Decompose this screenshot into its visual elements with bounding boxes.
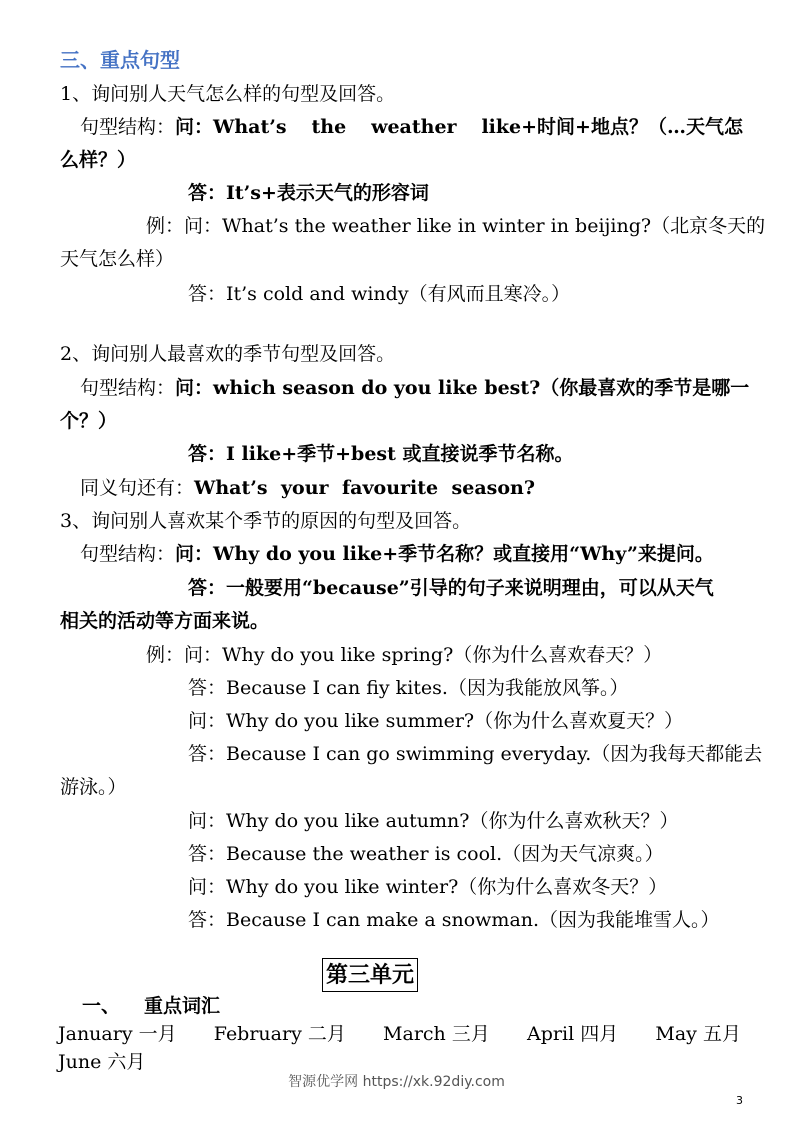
unit-title: 第三单元	[322, 958, 418, 992]
synonym-label: 同义句还有：	[80, 477, 195, 499]
synonym-word: season?	[451, 477, 535, 499]
q-word: weather	[371, 116, 457, 138]
item3-answer-line2: 相关的活动等方面来说。	[60, 610, 270, 632]
month-item: March 三月	[383, 1023, 490, 1045]
item3-title: 3、询问别人喜欢某个季节的原因的句型及回答。	[60, 510, 472, 532]
item2-question-line	[80, 376, 749, 400]
item1-example-question-cont: 天气怎么样）	[60, 248, 175, 270]
page-number: 3	[736, 1094, 743, 1107]
item1-question-cont: 么样？）	[60, 149, 137, 171]
section-heading: 三、重点句型	[60, 48, 180, 72]
month-item: April 四月	[527, 1023, 619, 1045]
item3-example-4: 答：Because I can go swimming everyday.（因为我每天都能去	[188, 743, 763, 765]
example-label: 例：	[146, 215, 185, 237]
vocab-heading-number: 一、	[82, 995, 121, 1017]
item3-example-2: 答：Because I can fiy kites.（因为我能放风筝。）	[188, 677, 629, 699]
item3-example-5: 游泳。）	[60, 776, 127, 798]
footer-watermark: 智源优学网 https://xk.92diy.com	[288, 1074, 505, 1090]
item3-example-8: 问：Why do you like winter?（你为什么喜欢冬天？）	[188, 876, 668, 898]
item1-example-answer: 答：It’s cold and windy（有风而且寒冷。）	[188, 283, 571, 305]
month-item: February 二月	[213, 1023, 346, 1045]
q-prefix: 问：	[175, 116, 214, 138]
item2-title: 2、询问别人最喜欢的季节句型及回答。	[60, 343, 396, 365]
item3-example-6: 问：Why do you like autumn?（你为什么喜欢秋天？）	[188, 810, 679, 832]
item2-synonym-line	[80, 476, 535, 500]
item3-example-9: 答：Because I can make a snowman.（因为我能堆雪人。）	[188, 909, 720, 931]
item3-example-1	[146, 643, 662, 667]
item1-answer: 答：It’s+表示天气的形容词	[188, 182, 429, 204]
question: 问：which season do you like best?（你最喜欢的季节是哪一	[175, 377, 750, 399]
synonym-word: What’s	[194, 477, 268, 499]
q-word: like+时间+地点？（…天气怎	[481, 116, 743, 138]
struct-label: 句型结构：	[80, 116, 176, 138]
q-word: What’s	[213, 116, 287, 138]
question: 问：Why do you like+季节名称？或直接用“Why”来提问。	[175, 543, 714, 565]
item2-question-cont: 个？）	[60, 410, 118, 432]
example-line: 问：Why do you like spring?（你为什么喜欢春天？）	[184, 644, 663, 666]
vocab-heading: 重点词汇	[144, 995, 221, 1017]
synonym-word: your	[281, 477, 329, 499]
month-item-june: June 六月	[58, 1051, 146, 1073]
item3-example-7: 答：Because the weather is cool.（因为天气凉爽。）	[188, 843, 664, 865]
item1-question-line	[60, 115, 743, 139]
item3-answer-line1: 答：一般要用“because”引导的句子来说明理由，可以从天气	[188, 577, 714, 599]
example-label: 例：	[146, 644, 185, 666]
item1-example-question	[146, 214, 765, 238]
month-item: May 五月	[655, 1023, 741, 1045]
item2-answer: 答：I like+季节+best 或直接说季节名称。	[188, 443, 574, 465]
month-item: January 一月	[58, 1023, 177, 1045]
item3-example-3: 问：Why do you like summer?（你为什么喜欢夏天？）	[188, 710, 684, 732]
item1-title: 1、询问别人天气怎么样的句型及回答。	[60, 83, 396, 105]
synonym-word: favourite	[342, 477, 439, 499]
q-word: the	[311, 116, 347, 138]
example-question: 问：What’s the weather like in winter in beijing?（北京冬天的	[184, 215, 766, 237]
struct-label: 句型结构：	[80, 377, 176, 399]
months-row	[58, 1021, 741, 1047]
item3-question-line	[80, 542, 714, 566]
struct-label: 句型结构：	[80, 543, 176, 565]
